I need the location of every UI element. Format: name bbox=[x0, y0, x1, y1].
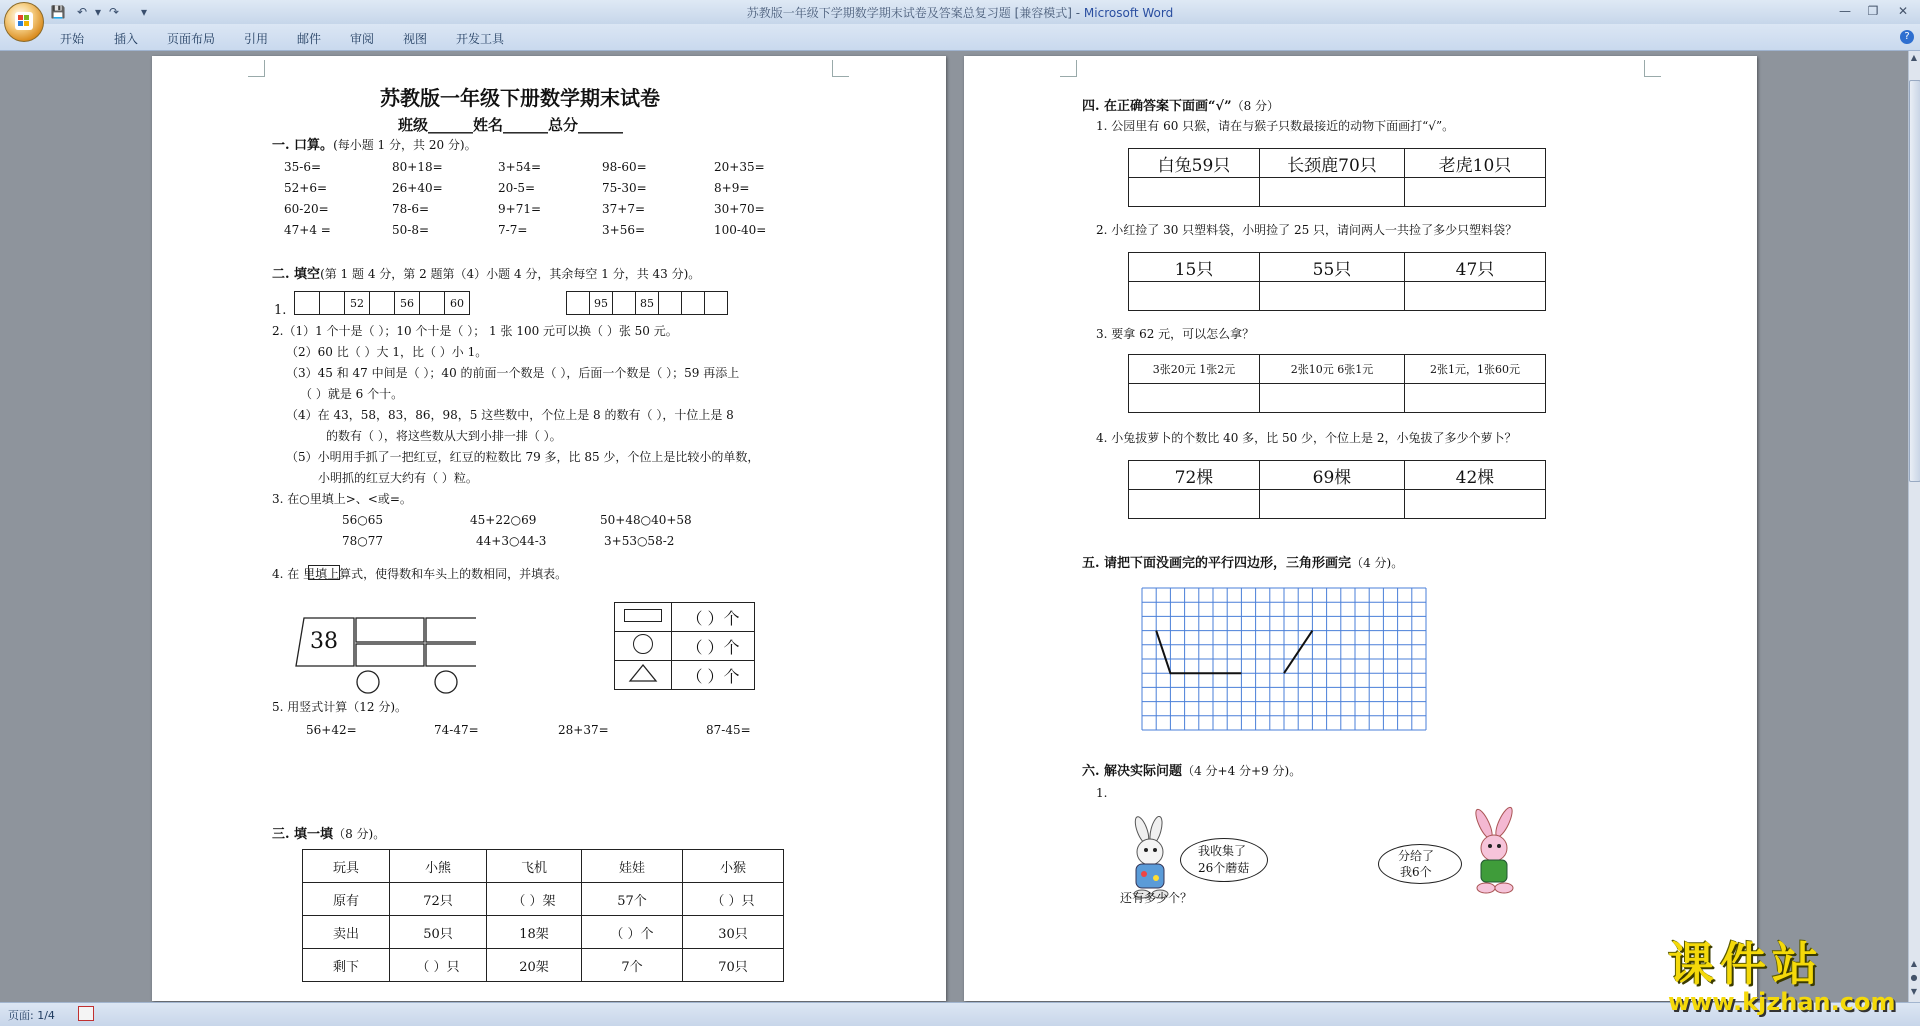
math-item: 52+6= bbox=[284, 181, 328, 195]
sequence-cell bbox=[613, 292, 636, 315]
answer-cell[interactable] bbox=[1260, 384, 1405, 413]
math-item: 20-5= bbox=[498, 181, 536, 195]
watermark-brand: 课件站 bbox=[1668, 937, 1824, 991]
math-item: 60-20= bbox=[284, 202, 329, 216]
math-item: 47+4 = bbox=[284, 223, 331, 237]
tab-review[interactable]: 审阅 bbox=[350, 32, 375, 46]
choice-option: 69棵 bbox=[1260, 461, 1405, 490]
choice-option: 72棵 bbox=[1129, 461, 1260, 490]
tab-developer[interactable]: 开发工具 bbox=[456, 32, 505, 46]
answer-box-sample bbox=[308, 565, 340, 580]
fill-question-line: （4）在 43，58，83，86，98，5 这些数中，个位上是 8 的数有（ ），十位上是 8 bbox=[286, 408, 734, 422]
choice-table-4 bbox=[1128, 460, 1546, 519]
table-cell: （ ）只 bbox=[683, 883, 784, 916]
math-item: 20+35= bbox=[714, 160, 765, 174]
speech-bubble-text-2: 26个蘑菇 bbox=[1198, 861, 1250, 875]
fill-question-line: （5）小明用手抓了一把红豆，红豆的粒数比 79 多，比 85 少，个位上是比较小的单数， bbox=[286, 450, 760, 464]
math-item: 50-8= bbox=[392, 223, 430, 237]
answer-cell[interactable] bbox=[1129, 178, 1260, 207]
choice-option: 42棵 bbox=[1405, 461, 1546, 490]
watermark-url: www.kjzhan.com bbox=[1668, 988, 1896, 1016]
window-title: 苏教版一年级下学期数学期末试卷及答案总复习题 [兼容模式] - Microsoft Word bbox=[746, 6, 1174, 20]
sequence-cell: 52 bbox=[345, 292, 370, 315]
drawing-grid bbox=[1140, 586, 1430, 732]
close-icon[interactable]: ✕ bbox=[1897, 4, 1909, 18]
table-cell: 57个 bbox=[582, 883, 683, 916]
tab-home[interactable]: 开始 bbox=[60, 32, 85, 46]
triangle-icon bbox=[615, 661, 672, 690]
math-item: 37+7= bbox=[602, 202, 646, 216]
answer-cell[interactable] bbox=[1405, 384, 1546, 413]
document-page-1[interactable] bbox=[152, 56, 946, 1001]
tab-mailings[interactable]: 邮件 bbox=[297, 32, 322, 46]
rabbit-illustration bbox=[1464, 806, 1524, 898]
speech-bubble-text-3: 分给了 bbox=[1398, 849, 1435, 863]
maximize-icon[interactable]: ❐ bbox=[1867, 4, 1879, 18]
table-cell: 30只 bbox=[683, 916, 784, 949]
scroll-up-icon[interactable]: ▲ bbox=[1910, 53, 1918, 62]
question-4-text: 4. 在 里填上算式，使得数和车头上的数相同，并填表。 bbox=[272, 567, 568, 581]
answer-cell[interactable] bbox=[1260, 490, 1405, 519]
compare-item: 45+22○69 bbox=[470, 513, 537, 527]
save-icon[interactable]: 💾 bbox=[50, 5, 66, 19]
circle-icon bbox=[615, 632, 672, 661]
truck-number: 38 bbox=[310, 629, 338, 654]
question-text: 2. 小红捡了 30 只塑料袋，小明捡了 25 只，请问两人一共捡了多少只塑料袋？ bbox=[1096, 223, 1518, 237]
section-4-heading: 四. 在正确答案下面画“√”（8 分） bbox=[1082, 99, 1280, 114]
answer-cell[interactable] bbox=[1129, 490, 1260, 519]
table-header: 玩具 bbox=[303, 850, 390, 883]
choice-option: 白兔59只 bbox=[1129, 149, 1260, 178]
table-header: 娃娃 bbox=[582, 850, 683, 883]
question-text: 4. 小兔拔萝卜的个数比 40 多，比 50 少，个位上是 2，小兔拔了多少个萝卜？ bbox=[1096, 431, 1517, 445]
compare-item: 44+3○44-3 bbox=[476, 534, 547, 548]
question-label: 1. bbox=[274, 303, 287, 318]
choice-option: 47只 bbox=[1405, 253, 1546, 282]
math-item: 3+56= bbox=[602, 223, 646, 237]
sequence-cell bbox=[567, 292, 590, 315]
margin-marker bbox=[248, 60, 265, 77]
shape-count-cell: （ ）个 bbox=[672, 603, 755, 632]
number-sequence-1 bbox=[294, 291, 470, 315]
sequence-cell bbox=[682, 292, 705, 315]
vertical-calc-item: 28+37= bbox=[558, 723, 609, 737]
question-5-text: 5. 用竖式计算（12 分)。 bbox=[272, 700, 408, 714]
help-icon[interactable]: ? bbox=[1900, 30, 1914, 44]
shape-count-cell: （ ）个 bbox=[672, 661, 755, 690]
table-cell: 7个 bbox=[582, 949, 683, 982]
compare-item: 50+48○40+58 bbox=[600, 513, 692, 527]
sequence-cell bbox=[295, 292, 320, 315]
undo-icon[interactable]: ↶ bbox=[76, 5, 88, 19]
toy-table bbox=[302, 849, 784, 982]
rectangle-icon bbox=[615, 603, 672, 632]
browse-object-icon[interactable]: ● bbox=[1910, 973, 1918, 982]
fill-question-line: （ ）就是 6 个十。 bbox=[300, 387, 404, 401]
prev-page-icon[interactable]: ▲ bbox=[1910, 959, 1918, 968]
student-info-line: 班级______姓名______总分______ bbox=[398, 116, 624, 134]
table-cell: 卖出 bbox=[303, 916, 390, 949]
redo-icon[interactable]: ↷ bbox=[108, 5, 120, 19]
table-cell: （ ）架 bbox=[487, 883, 582, 916]
section-3-heading: 三. 填一填（8 分)。 bbox=[272, 827, 386, 842]
compare-item: 78○77 bbox=[342, 534, 384, 548]
tab-insert[interactable]: 插入 bbox=[114, 32, 139, 46]
math-item: 9+71= bbox=[498, 202, 542, 216]
compare-item: 56○65 bbox=[342, 513, 384, 527]
sequence-cell bbox=[705, 292, 728, 315]
table-cell: 50只 bbox=[390, 916, 487, 949]
tab-page-layout[interactable]: 页面布局 bbox=[167, 32, 216, 46]
table-header: 飞机 bbox=[487, 850, 582, 883]
sequence-cell: 56 bbox=[395, 292, 420, 315]
math-item: 8+9= bbox=[714, 181, 750, 195]
page-count[interactable]: 页面: 1/4 bbox=[8, 1009, 55, 1022]
choice-option: 老虎10只 bbox=[1405, 149, 1546, 178]
ribbon-tabs bbox=[0, 24, 1920, 51]
margin-marker bbox=[832, 60, 849, 77]
math-item: 26+40= bbox=[392, 181, 443, 195]
sequence-cell: 60 bbox=[445, 292, 470, 315]
math-item: 98-60= bbox=[602, 160, 647, 174]
minimize-icon[interactable]: — bbox=[1839, 4, 1851, 18]
scroll-thumb[interactable] bbox=[1909, 80, 1920, 482]
sequence-cell bbox=[320, 292, 345, 315]
section-6-heading: 六. 解决实际问题（4 分+4 分+9 分)。 bbox=[1082, 764, 1302, 779]
math-item: 7-7= bbox=[498, 223, 528, 237]
choice-option: 15只 bbox=[1129, 253, 1260, 282]
table-cell: 70只 bbox=[683, 949, 784, 982]
table-cell: 18架 bbox=[487, 916, 582, 949]
section-5-heading: 五. 请把下面没画完的平行四边形，三角形画完（4 分)。 bbox=[1082, 556, 1404, 571]
math-item: 80+18= bbox=[392, 160, 443, 174]
choice-option: 3张20元 1张2元 bbox=[1129, 355, 1260, 384]
doc-title: 苏教版一年级下册数学期末试卷 bbox=[380, 86, 660, 110]
answer-cell[interactable] bbox=[1129, 282, 1260, 311]
sequence-cell bbox=[420, 292, 445, 315]
choice-option: 55只 bbox=[1260, 253, 1405, 282]
sequence-cell: 95 bbox=[590, 292, 613, 315]
fill-question-line: 的数有（ ），将这些数从大到小排一排（ ）。 bbox=[326, 429, 562, 443]
table-header: 小熊 bbox=[390, 850, 487, 883]
word-problem-question: 还有多少个？ bbox=[1120, 891, 1193, 905]
speech-bubble-text-1: 我收集了 bbox=[1198, 844, 1247, 858]
section-1-heading: 一. 口算。(每小题 1 分，共 20 分)。 bbox=[272, 138, 477, 153]
fill-question-line: 2.（1）1 个十是（ ）；10 个十是（ ）； 1 张 100 元可以换（ ）张 50 元。 bbox=[272, 324, 678, 338]
office-button[interactable] bbox=[4, 2, 44, 42]
choice-table-2 bbox=[1128, 252, 1546, 311]
choice-table-3 bbox=[1128, 354, 1546, 413]
table-cell: （ ）只 bbox=[390, 949, 487, 982]
answer-cell[interactable] bbox=[1405, 178, 1546, 207]
shape-count-cell: （ ）个 bbox=[672, 632, 755, 661]
table-cell: 原有 bbox=[303, 883, 390, 916]
tab-references[interactable]: 引用 bbox=[244, 32, 269, 46]
number-sequence-2 bbox=[566, 291, 728, 315]
vertical-calc-item: 56+42= bbox=[306, 723, 357, 737]
table-cell: （ ）个 bbox=[582, 916, 683, 949]
table-cell: 剩下 bbox=[303, 949, 390, 982]
math-item: 3+54= bbox=[498, 160, 542, 174]
question-label: 1. bbox=[1096, 786, 1108, 800]
watermark bbox=[1668, 928, 1900, 1016]
math-item: 75-30= bbox=[602, 181, 647, 195]
answer-cell[interactable] bbox=[1129, 384, 1260, 413]
math-item: 35-6= bbox=[284, 160, 322, 174]
next-page-icon[interactable]: ▼ bbox=[1910, 987, 1918, 996]
speech-bubble-text-4: 我6个 bbox=[1400, 865, 1432, 879]
choice-option: 2张10元 6张1元 bbox=[1260, 355, 1405, 384]
answer-cell[interactable] bbox=[1260, 282, 1405, 311]
document-page-2[interactable] bbox=[964, 56, 1757, 1001]
undo-dropdown-icon[interactable]: ▾ bbox=[94, 5, 102, 19]
math-item: 78-6= bbox=[392, 202, 430, 216]
table-cell: 20架 bbox=[487, 949, 582, 982]
office-logo-icon bbox=[15, 12, 33, 30]
tab-view[interactable]: 视图 bbox=[403, 32, 428, 46]
margin-marker bbox=[1644, 60, 1661, 77]
question-text: 3. 要拿 62 元，可以怎么拿？ bbox=[1096, 327, 1255, 341]
section-2-heading: 二. 填空(第 1 题 4 分，第 2 题第（4）小题 4 分，其余每空 1 分，共 43 分)。 bbox=[272, 267, 701, 282]
sequence-cell bbox=[659, 292, 682, 315]
choice-table-1 bbox=[1128, 148, 1546, 207]
margin-marker bbox=[1060, 60, 1077, 77]
truck-drawing bbox=[276, 608, 476, 708]
qat-customize-icon[interactable]: ▾ bbox=[140, 5, 148, 19]
table-cell: 72只 bbox=[390, 883, 487, 916]
status-bar bbox=[0, 1002, 1920, 1026]
choice-option: 长颈鹿70只 bbox=[1260, 149, 1405, 178]
fill-question-line: （2）60 比（ ）大 1，比（ ）小 1。 bbox=[286, 345, 488, 359]
question-text: 1. 公园里有 60 只猴，请在与猴子只数最接近的动物下面画打“√”。 bbox=[1096, 119, 1455, 133]
answer-cell[interactable] bbox=[1260, 178, 1405, 207]
answer-cell[interactable] bbox=[1405, 490, 1546, 519]
math-item: 30+70= bbox=[714, 202, 765, 216]
vertical-calc-item: 87-45= bbox=[706, 723, 751, 737]
answer-cell[interactable] bbox=[1405, 282, 1546, 311]
vertical-calc-item: 74-47= bbox=[434, 723, 479, 737]
proofing-icon[interactable] bbox=[78, 1006, 94, 1021]
math-item: 100-40= bbox=[714, 223, 767, 237]
sequence-cell bbox=[370, 292, 395, 315]
compare-item: 3+53○58-2 bbox=[604, 534, 675, 548]
fill-question-line: 3. 在○里填上>、<或=。 bbox=[272, 492, 412, 506]
sequence-cell: 85 bbox=[636, 292, 659, 315]
shape-count-table bbox=[614, 602, 755, 690]
fill-question-line: 小明抓的红豆大约有（ ）粒。 bbox=[318, 471, 478, 485]
table-header: 小猴 bbox=[683, 850, 784, 883]
fill-question-line: （3）45 和 47 中间是（ ）；40 的前面一个数是（ ），后面一个数是（ ）；59 再添上 bbox=[286, 366, 740, 380]
choice-option: 2张1元，1张60元 bbox=[1405, 355, 1546, 384]
